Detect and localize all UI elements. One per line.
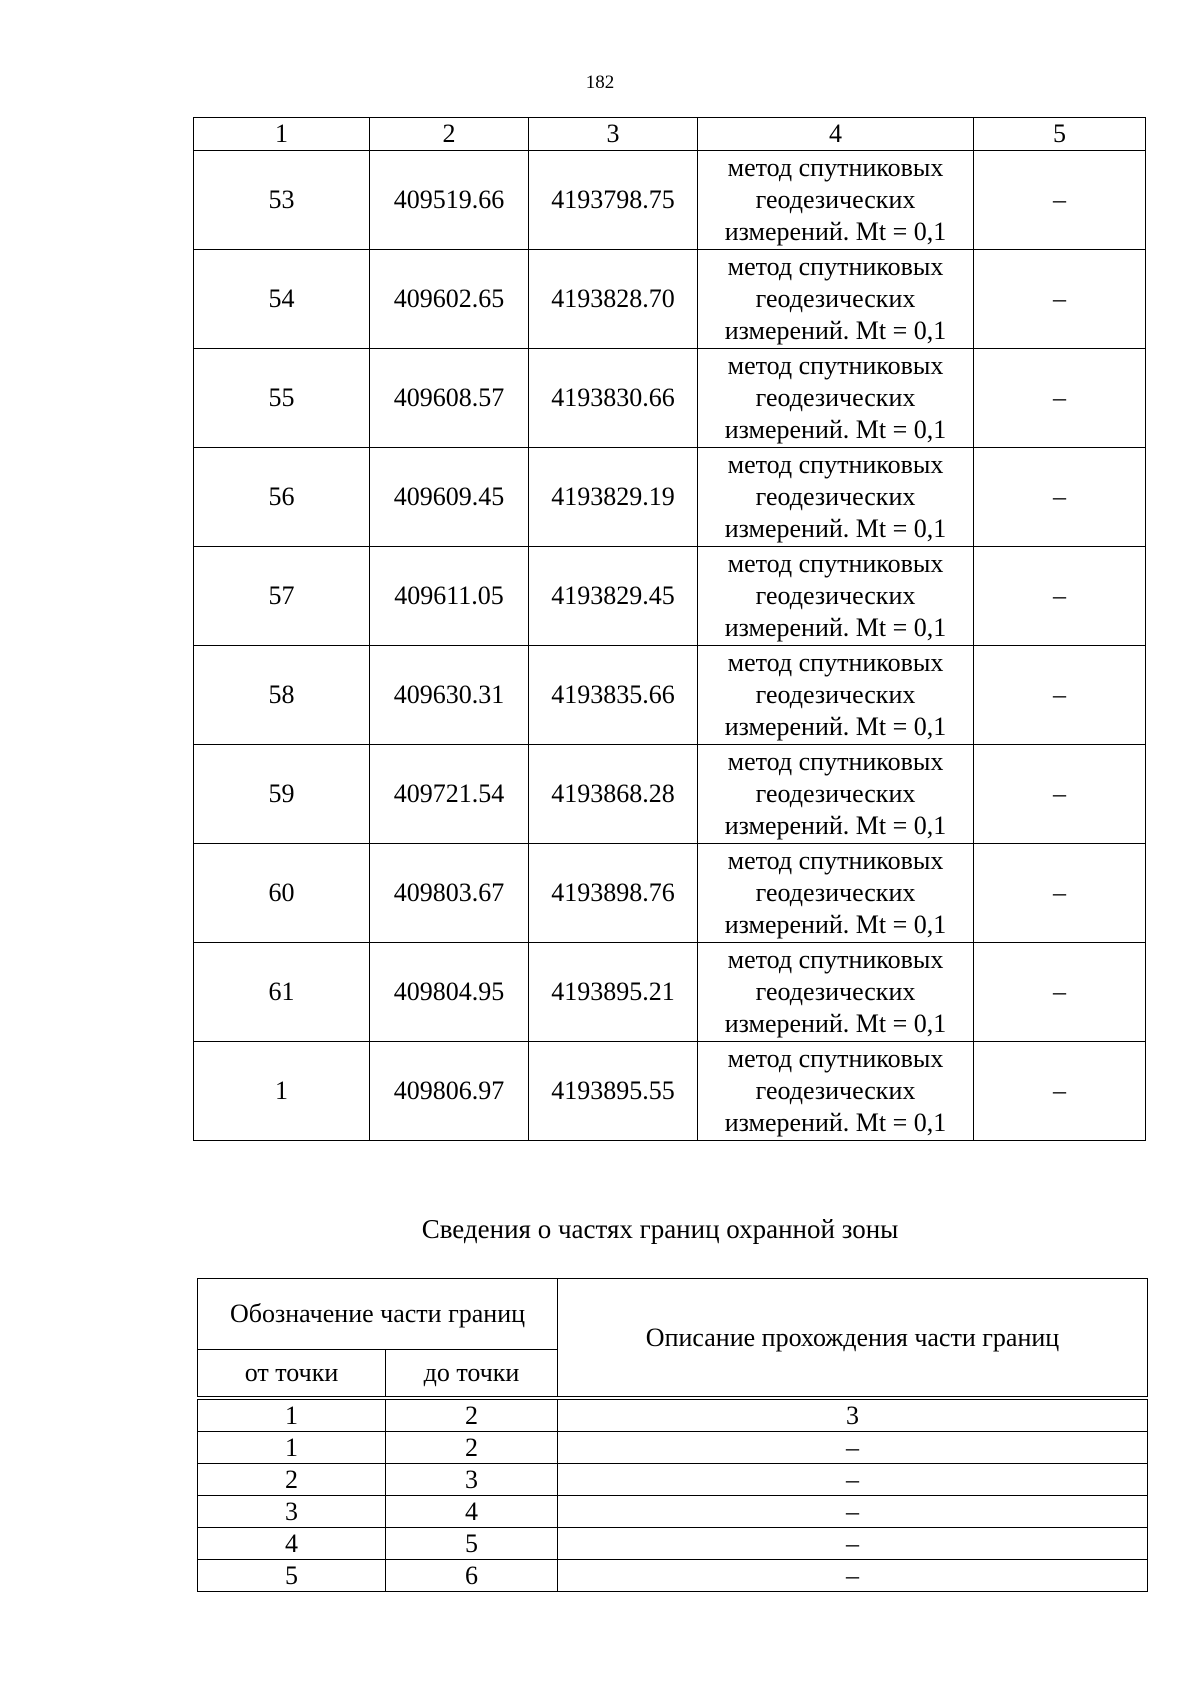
x-coordinate-cell: 409806.97 [370,1042,529,1141]
from-point-header: от точки [198,1350,386,1397]
to-point-header: до точки [386,1350,558,1397]
table-row [198,1496,1148,1528]
y-coordinate-cell: 4193829.45 [529,547,698,646]
to-point-cell: 6 [386,1560,558,1592]
y-coordinate-cell: 4193835.66 [529,646,698,745]
method-cell: метод спутниковых геодезических измерений. Mt = 0,1 [698,448,974,547]
description-cell: – [558,1560,1148,1592]
from-point-cell: 4 [198,1528,386,1560]
table-row [198,1432,1148,1464]
y-coordinate-cell: 4193895.55 [529,1042,698,1141]
point-number-cell: 58 [194,646,370,745]
column-header: 2 [370,118,529,151]
point-number-cell: 57 [194,547,370,646]
coordinates-body [194,151,1146,1141]
from-point-cell: 3 [198,1496,386,1528]
table-row [198,1528,1148,1560]
note-cell: – [974,745,1146,844]
method-cell: метод спутниковых геодезических измерений. Mt = 0,1 [698,844,974,943]
table-row [194,151,1146,250]
designation-header: Обозначение части границ [198,1279,558,1350]
boundary-parts-table [197,1278,1148,1592]
description-header: Описание прохождения части границ [558,1279,1148,1397]
note-cell: – [974,349,1146,448]
method-cell: метод спутниковых геодезических измерений. Mt = 0,1 [698,349,974,448]
table-row [194,943,1146,1042]
note-cell: – [974,151,1146,250]
column-number: 2 [386,1400,558,1432]
from-point-cell: 2 [198,1464,386,1496]
method-cell: метод спутниковых геодезических измерений. Mt = 0,1 [698,151,974,250]
column-number: 3 [558,1400,1148,1432]
method-cell: метод спутниковых геодезических измерений. Mt = 0,1 [698,745,974,844]
point-number-cell: 59 [194,745,370,844]
column-header: 1 [194,118,370,151]
from-point-cell: 1 [198,1432,386,1464]
from-point-cell: 5 [198,1560,386,1592]
parts-body [198,1432,1148,1592]
coordinates-header-row [194,118,1146,151]
column-numbering-row [198,1400,1148,1432]
point-number-cell: 53 [194,151,370,250]
table-row [198,1464,1148,1496]
point-number-cell: 61 [194,943,370,1042]
method-cell: метод спутниковых геодезических измерений. Mt = 0,1 [698,250,974,349]
description-cell: – [558,1528,1148,1560]
parts-header-row [198,1279,1148,1350]
note-cell: – [974,646,1146,745]
note-cell: – [974,448,1146,547]
note-cell: – [974,943,1146,1042]
section-title: Сведения о частях границ охранной зоны [421,1214,899,1244]
x-coordinate-cell: 409602.65 [370,250,529,349]
y-coordinate-cell: 4193829.19 [529,448,698,547]
coordinates-table [193,117,1146,1141]
y-coordinate-cell: 4193895.21 [529,943,698,1042]
method-cell: метод спутниковых геодезических измерений. Mt = 0,1 [698,547,974,646]
x-coordinate-cell: 409519.66 [370,151,529,250]
description-cell: – [558,1432,1148,1464]
y-coordinate-cell: 4193868.28 [529,745,698,844]
column-number: 1 [198,1400,386,1432]
description-cell: – [558,1464,1148,1496]
x-coordinate-cell: 409803.67 [370,844,529,943]
note-cell: – [974,547,1146,646]
table-row [194,547,1146,646]
to-point-cell: 3 [386,1464,558,1496]
note-cell: – [974,844,1146,943]
table-row [198,1560,1148,1592]
point-number-cell: 54 [194,250,370,349]
table-row [194,844,1146,943]
x-coordinate-cell: 409611.05 [370,547,529,646]
column-header: 3 [529,118,698,151]
column-header: 4 [698,118,974,151]
method-cell: метод спутниковых геодезических измерений. Mt = 0,1 [698,943,974,1042]
table-row [194,646,1146,745]
table-row [194,745,1146,844]
column-header: 5 [974,118,1146,151]
y-coordinate-cell: 4193898.76 [529,844,698,943]
table-row [194,1042,1146,1141]
to-point-cell: 4 [386,1496,558,1528]
table-row [194,448,1146,547]
x-coordinate-cell: 409630.31 [370,646,529,745]
point-number-cell: 56 [194,448,370,547]
note-cell: – [974,1042,1146,1141]
to-point-cell: 2 [386,1432,558,1464]
x-coordinate-cell: 409721.54 [370,745,529,844]
description-cell: – [558,1496,1148,1528]
point-number-cell: 1 [194,1042,370,1141]
point-number-cell: 55 [194,349,370,448]
table-row [194,349,1146,448]
x-coordinate-cell: 409608.57 [370,349,529,448]
x-coordinate-cell: 409609.45 [370,448,529,547]
y-coordinate-cell: 4193828.70 [529,250,698,349]
point-number-cell: 60 [194,844,370,943]
table-row [194,250,1146,349]
x-coordinate-cell: 409804.95 [370,943,529,1042]
y-coordinate-cell: 4193830.66 [529,349,698,448]
method-cell: метод спутниковых геодезических измерений. Mt = 0,1 [698,646,974,745]
to-point-cell: 5 [386,1528,558,1560]
note-cell: – [974,250,1146,349]
page-number: 182 [585,72,615,93]
y-coordinate-cell: 4193798.75 [529,151,698,250]
method-cell: метод спутниковых геодезических измерений. Mt = 0,1 [698,1042,974,1141]
